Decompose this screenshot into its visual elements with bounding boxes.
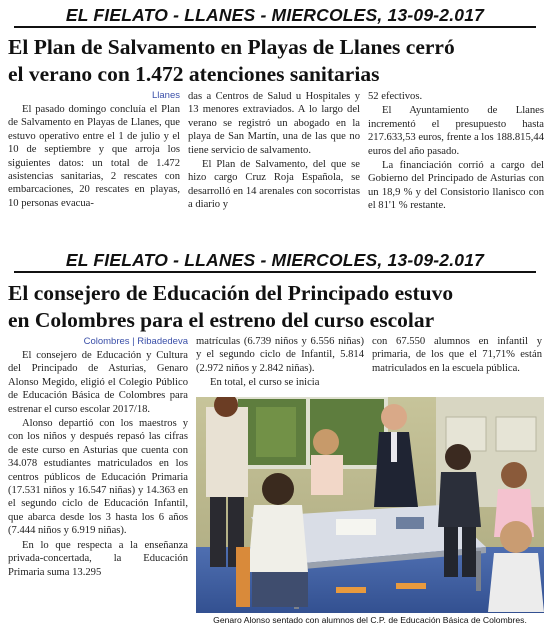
- photo-caption: Genaro Alonso sentado con alumnos del C.P. de Educación Básica de Colombres.: [196, 613, 544, 627]
- article-2-col-1-para-3: En lo que respecta a la enseñanza privada-concertada, la Educación Primaria suma 13.295: [8, 539, 188, 578]
- article-2-col-2-para-2: En total, el curso se inicia: [210, 377, 320, 389]
- headline-2-line1: El consejero de Educación del Principado estuvo: [8, 281, 454, 305]
- article-2-col-1-para-2: Alonso departió con los maestros y con los niños y después repasó las cifras de este curso en Asturias que cuenta con 34.078 estudiantes matriculados en los centros públicos de Educación Primaria (17.531 niños y 16.547 niñas) y 14.363 en el segundo ciclo de Educación Infantil, que abarca desde los 3 hasta los 6 años (7.444 niños y 6.919 niñas).: [8, 418, 188, 537]
- masthead-middle-text: EL FIELATO - LLANES - MIERCOLES, 13-09-2.017: [65, 250, 485, 270]
- article-1-col-1-text: El pasado domingo concluía el Plan de Salvamento en Playas de Llanes, que estuvo operativo entre el 1 de julio y el 10 de septiembre y que arroja los siguientes datos: un total de 1.472 asistencias sanitarias, 2 rescates con embarcaciones, 20 rescates en playas, 10 personas evacua-: [8, 104, 180, 209]
- article-1-col-3-para-1: 52 efectivos.: [368, 91, 423, 102]
- headline-2-line2: en Colombres para el estreno del curso escolar: [8, 308, 435, 332]
- article-1-col-3: [368, 90, 544, 238]
- masthead-top-rule: [14, 26, 536, 28]
- article-1-body: [8, 90, 544, 238]
- article-1-location: Llanes: [152, 90, 180, 101]
- article-2-col-2-para-1: matrículas (6.739 niños y 6.556 niñas) y el segundo ciclo de Infantil, 5.814 (2.972 niños y 2.842 niñas).: [196, 336, 364, 374]
- article-1-col-1: [8, 90, 180, 238]
- masthead-top-text: EL FIELATO - LLANES - MIERCOLES, 13-09-2.017: [65, 5, 485, 25]
- headline-1: [8, 34, 542, 88]
- article-2-col-3: [372, 335, 542, 375]
- article-2-location: Colombres | Ribadedeva: [83, 336, 188, 347]
- article-2-col-1-para-1: El consejero de Educación y Cultura del Principado de Asturias, Genaro Alonso Megido, eligió el Colegio Público de Educación Básica de Colombres para estrenar el curso escolar 2017/18.: [8, 350, 188, 415]
- masthead-middle-rule: [14, 271, 536, 273]
- article-2-col-3-para-1: con 67.550 alumnos en infantil y primaria, de los que el 71,71% están matriculados en la escuela pública.: [372, 336, 542, 374]
- article-1-col-2-para-1: das a Centros de Salud u Hospitales y 13 menores extraviados. A lo largo del verano se registró un abogado en la playa de San Martín, una de las que no tiene servicio de salvamento.: [188, 91, 360, 156]
- article-1-col-2-para-2: El Plan de Salvamento, del que se hizo cargo Cruz Roja Española, se desarrolló en 14 arenales con socorristas a diario y: [188, 159, 360, 211]
- masthead-middle: [0, 249, 550, 271]
- classroom-photo-image: [196, 397, 544, 627]
- article-2-col-2: [196, 335, 364, 390]
- article-1-col-3-para-3: La financiación corrió a cargo del Gobierno del Principado de Asturias con un 18,9 % y del Consistorio llanisco con el 81'1 % restante.: [368, 160, 544, 212]
- headline-1-line1: El Plan de Salvamento en Playas de Llanes cerró: [8, 35, 455, 59]
- headline-2: [8, 280, 542, 334]
- article-2-col-1: [8, 336, 188, 579]
- article-1-col-2: [188, 90, 360, 238]
- article-1-col-3-para-2: El Ayuntamiento de Llanes incrementó el presupuesto hasta 217.633,53 euros, frente a los 188.815,44 euros del año pasado.: [368, 105, 544, 157]
- classroom-photo: [196, 397, 544, 627]
- masthead-top: [0, 4, 550, 26]
- headline-1-line2: el verano con 1.472 atenciones sanitarias: [8, 62, 380, 86]
